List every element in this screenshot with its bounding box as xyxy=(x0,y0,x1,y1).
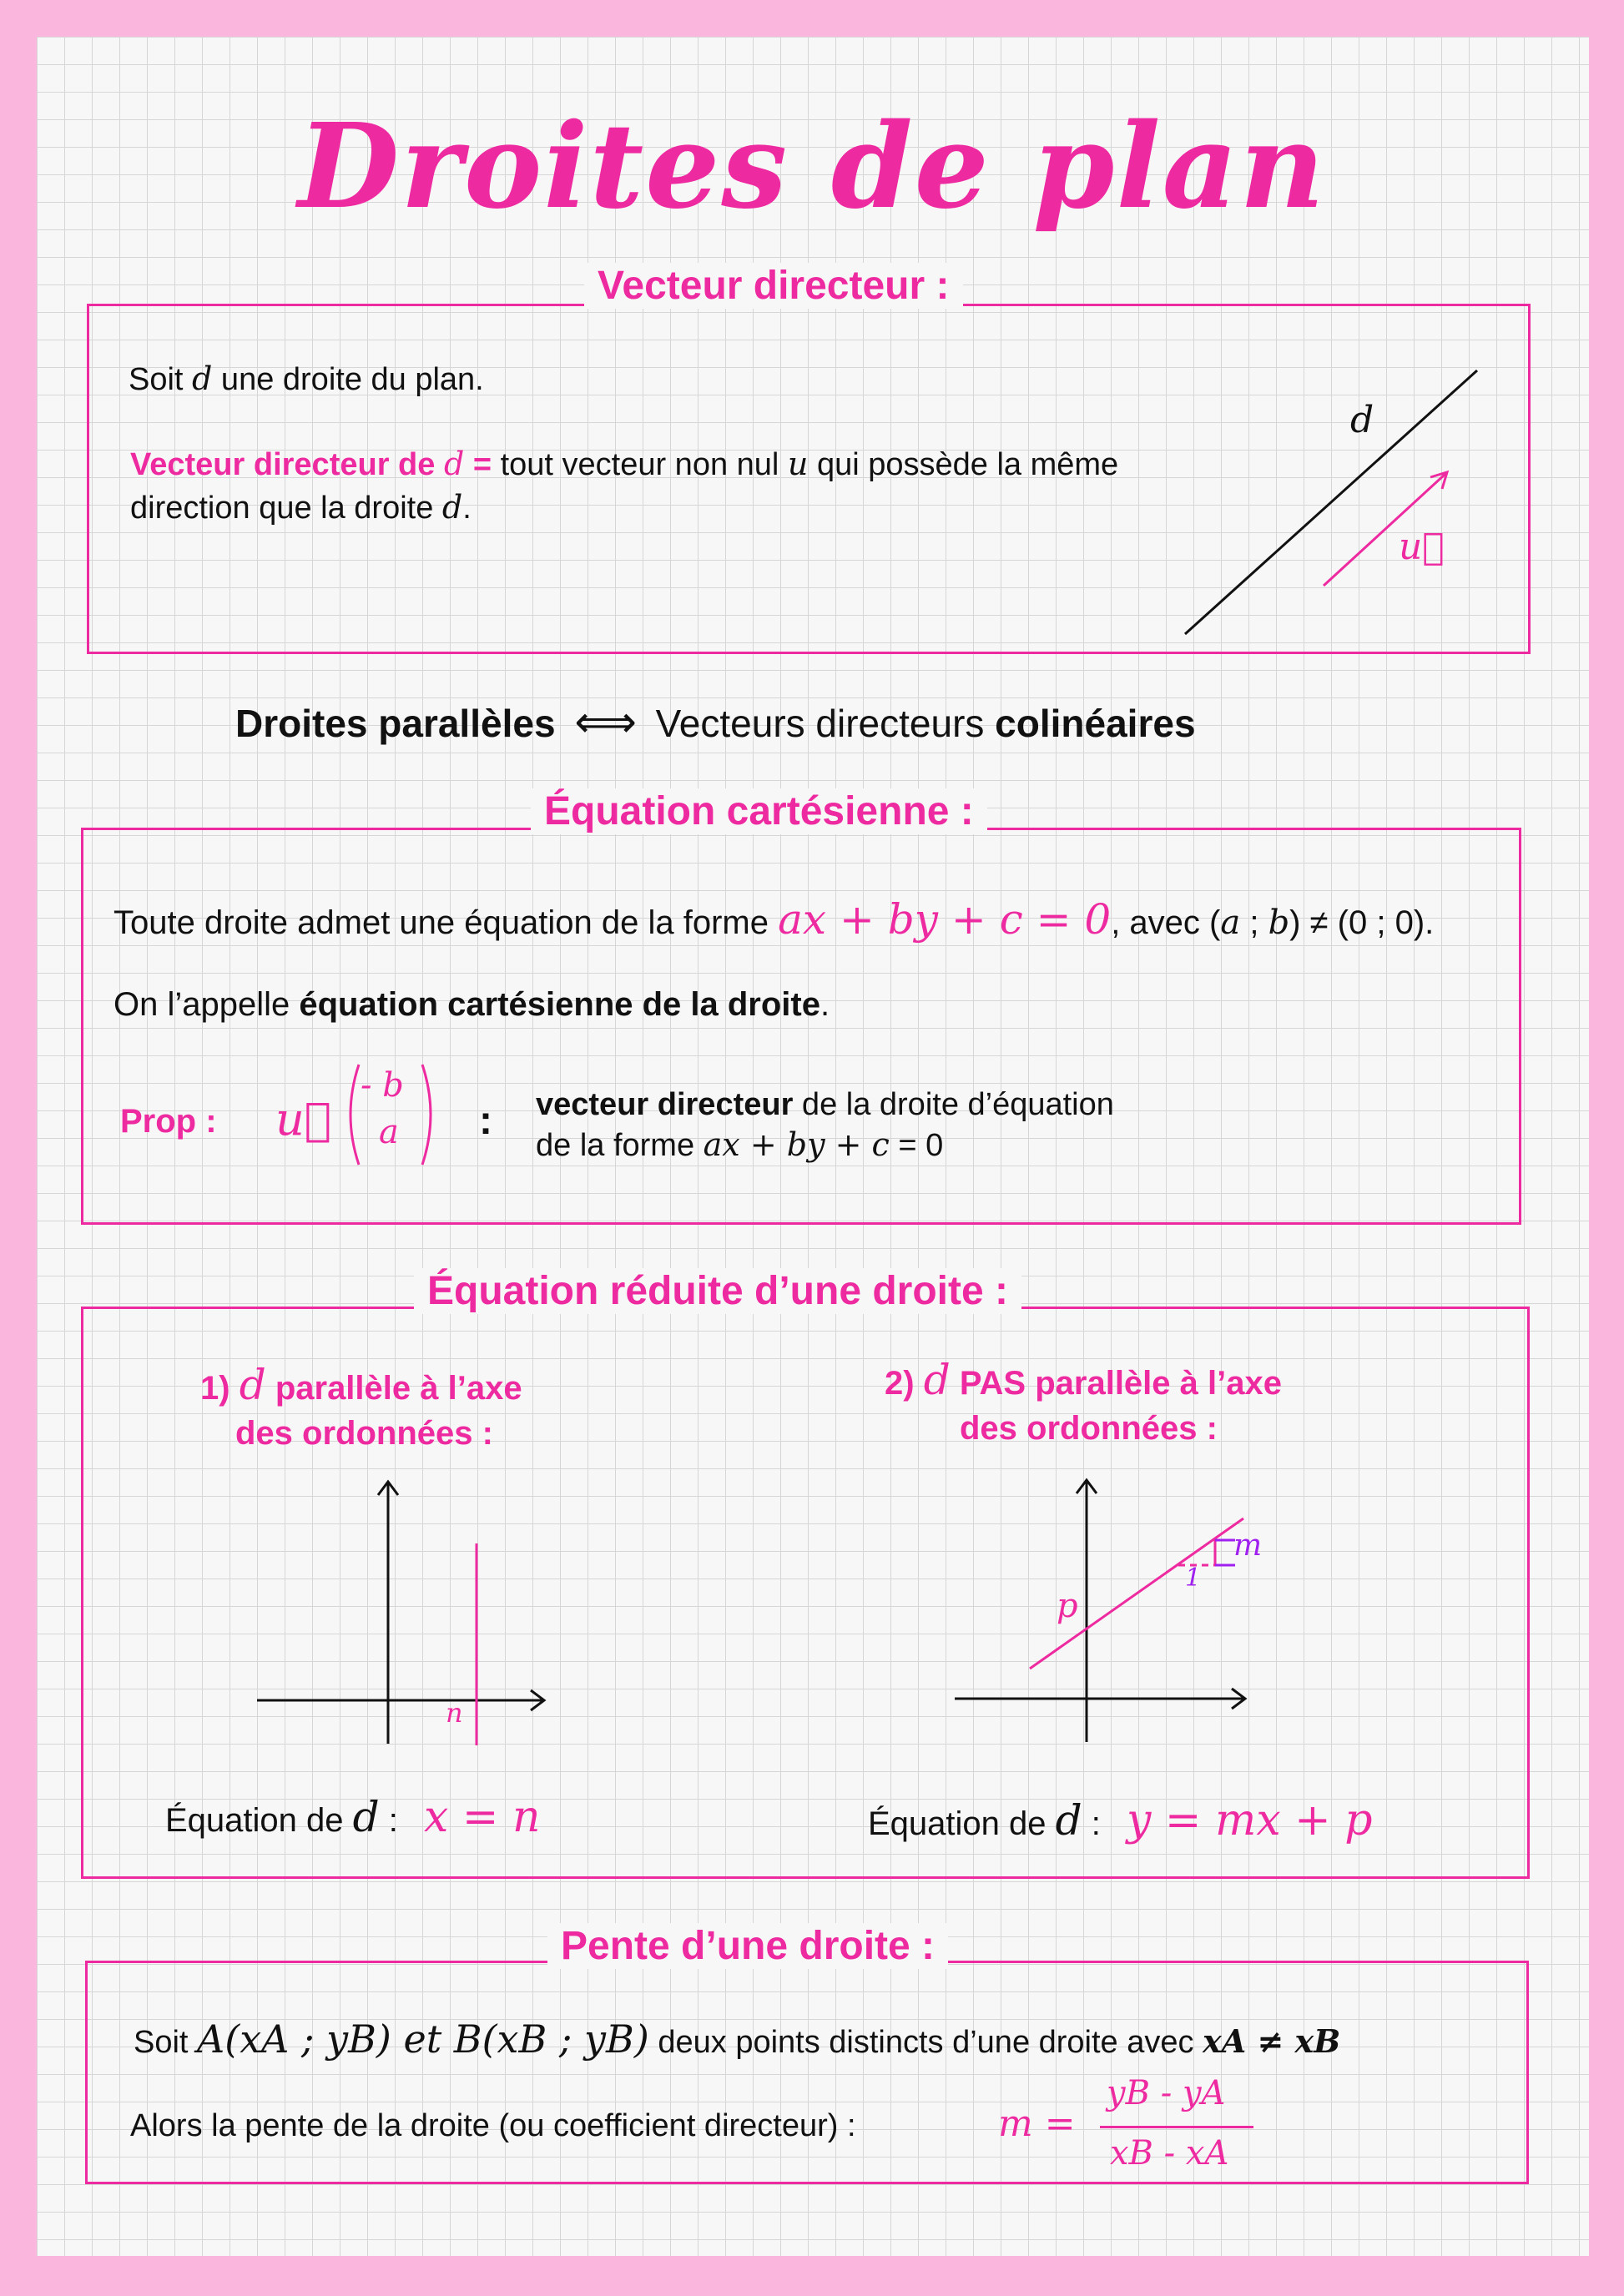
case1-n-label: n xyxy=(446,1697,463,1729)
case2-equation: Équation de d : y = mx + p xyxy=(868,1795,1373,1845)
prop-text: vecteur directeur de la droite d’équation xyxy=(536,1087,1114,1122)
case2-one-label: 1 xyxy=(1185,1563,1202,1593)
prop-vector-bottom: a xyxy=(379,1113,399,1151)
section-pente xyxy=(85,1961,1529,2184)
cartesienne-line2: On l’appelle équation cartésienne de la droite. xyxy=(113,986,830,1023)
case1-axes-figure xyxy=(250,1477,559,1752)
case2-axes-figure xyxy=(951,1475,1268,1750)
case2-heading-line2: des ordonnées : xyxy=(960,1410,1218,1447)
pente-line1: Soit A(xA ; yB) et B(xB ; yB) deux points distincts d’une droite avec xA ≠ xB xyxy=(134,2017,1341,2062)
prop-vector-top: - b xyxy=(361,1066,404,1105)
case1-heading: 1) d parallèle à l’axe xyxy=(200,1361,522,1409)
fraction-bar xyxy=(1100,2126,1253,2128)
section-heading-vecteur-directeur: Vecteur directeur : xyxy=(584,263,963,309)
slope-denominator: xB - xA xyxy=(1110,2134,1229,2173)
slope-m-label: m = xyxy=(998,2102,1076,2145)
figure-label-d: d xyxy=(1350,399,1374,441)
section-heading-pente: Pente d’une droite : xyxy=(547,1923,948,1969)
figure-label-u: u⃗ xyxy=(1399,526,1445,568)
cartesienne-line1: Toute droite admet une équation de la forme ax + by + c = 0, avec (a ; b) ≠ (0 ; 0). xyxy=(113,895,1435,944)
equivalence-arrow-icon: ⟺ xyxy=(574,697,637,748)
section-heading-equation-cartesienne: Équation cartésienne : xyxy=(531,788,987,834)
case2-m-label: m xyxy=(1233,1528,1263,1563)
vecteur-definition-line2: direction que la droite d. xyxy=(130,489,472,526)
pente-line2: Alors la pente de la droite (ou coefficient directeur) : xyxy=(130,2108,856,2143)
page-title: Droites de plan xyxy=(297,98,1327,235)
parallel-statement: Droites parallèles ⟺ Vecteurs directeurs colinéaires xyxy=(235,697,1196,748)
line-d xyxy=(1185,370,1477,634)
case2-p-label: p xyxy=(1057,1587,1078,1625)
case1-heading-line2: des ordonnées : xyxy=(235,1415,493,1452)
case1-equation: Équation de d : x = n xyxy=(165,1792,541,1842)
prop-text-line2: de la forme ax + by + c = 0 xyxy=(536,1126,944,1163)
case2-heading: 2) d PAS parallèle à l’axe xyxy=(885,1356,1282,1404)
vecteur-line1: Soit d une droite du plan. xyxy=(129,360,484,397)
section-heading-equation-reduite: Équation réduite d’une droite : xyxy=(414,1268,1021,1314)
slope-numerator: yB - yA xyxy=(1107,2074,1226,2112)
line-vector-figure xyxy=(1168,359,1502,642)
vecteur-definition: Vecteur directeur de d = tout vecteur non nul u qui possède la même xyxy=(130,446,1119,482)
prop-colon: : xyxy=(479,1099,492,1143)
prop-label: Prop : xyxy=(120,1103,217,1140)
prop-vector-u: u⃗ xyxy=(275,1093,332,1145)
